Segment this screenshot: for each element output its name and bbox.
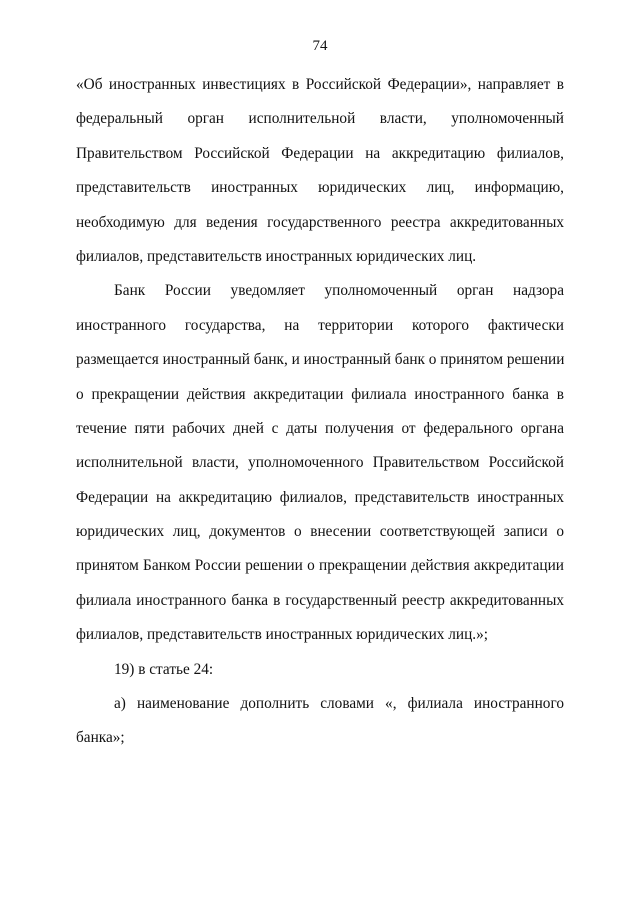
text-line: размещается иностранный банк, и иностранный банк о принятом решении xyxy=(76,351,565,369)
text-line: а) наименование дополнить словами «, филиала иностранного xyxy=(114,695,564,713)
text-line: исполнительной власти, уполномоченного Правительством Российской xyxy=(76,454,564,472)
page-number: 74 xyxy=(312,38,328,54)
text-line: филиалов, представительств иностранных юридических лиц.»; xyxy=(76,626,488,644)
text-line: Правительством Российской Федерации на аккредитацию филиалов, xyxy=(76,144,564,162)
text-line: федеральный орган исполнительной власти, уполномоченный xyxy=(76,110,564,128)
text-line: филиала иностранного банка в государственный реестр аккредитованных xyxy=(76,591,564,609)
text-line: течение пяти рабочих дней с даты получения от федерального органа xyxy=(76,419,564,437)
text-line: банка»; xyxy=(76,729,125,747)
text-line: «Об иностранных инвестициях в Российской Федерации», направляет в xyxy=(76,76,564,93)
text-line: иностранного государства, на территории которого фактически xyxy=(76,316,564,334)
text-line: Федерации на аккредитацию филиалов, представительств иностранных xyxy=(76,488,564,506)
text-line: представительств иностранных юридических лиц, информацию, xyxy=(76,179,564,197)
text-line: юридических лиц, документов о внесении соответствующей записи о xyxy=(76,523,564,541)
text-line: 19) в статье 24: xyxy=(114,660,214,678)
text-line: филиалов, представительств иностранных юридических лиц. xyxy=(76,247,477,265)
text-line: о прекращении действия аккредитации филиала иностранного банка в xyxy=(76,385,564,403)
document-body xyxy=(76,68,564,756)
text-line: Банк России уведомляет уполномоченный орган надзора xyxy=(114,282,564,300)
text-line: необходимую для ведения государственного реестра аккредитованных xyxy=(76,213,564,231)
text-line: принятом Банком России решении о прекращении действия аккредитации xyxy=(76,557,564,575)
